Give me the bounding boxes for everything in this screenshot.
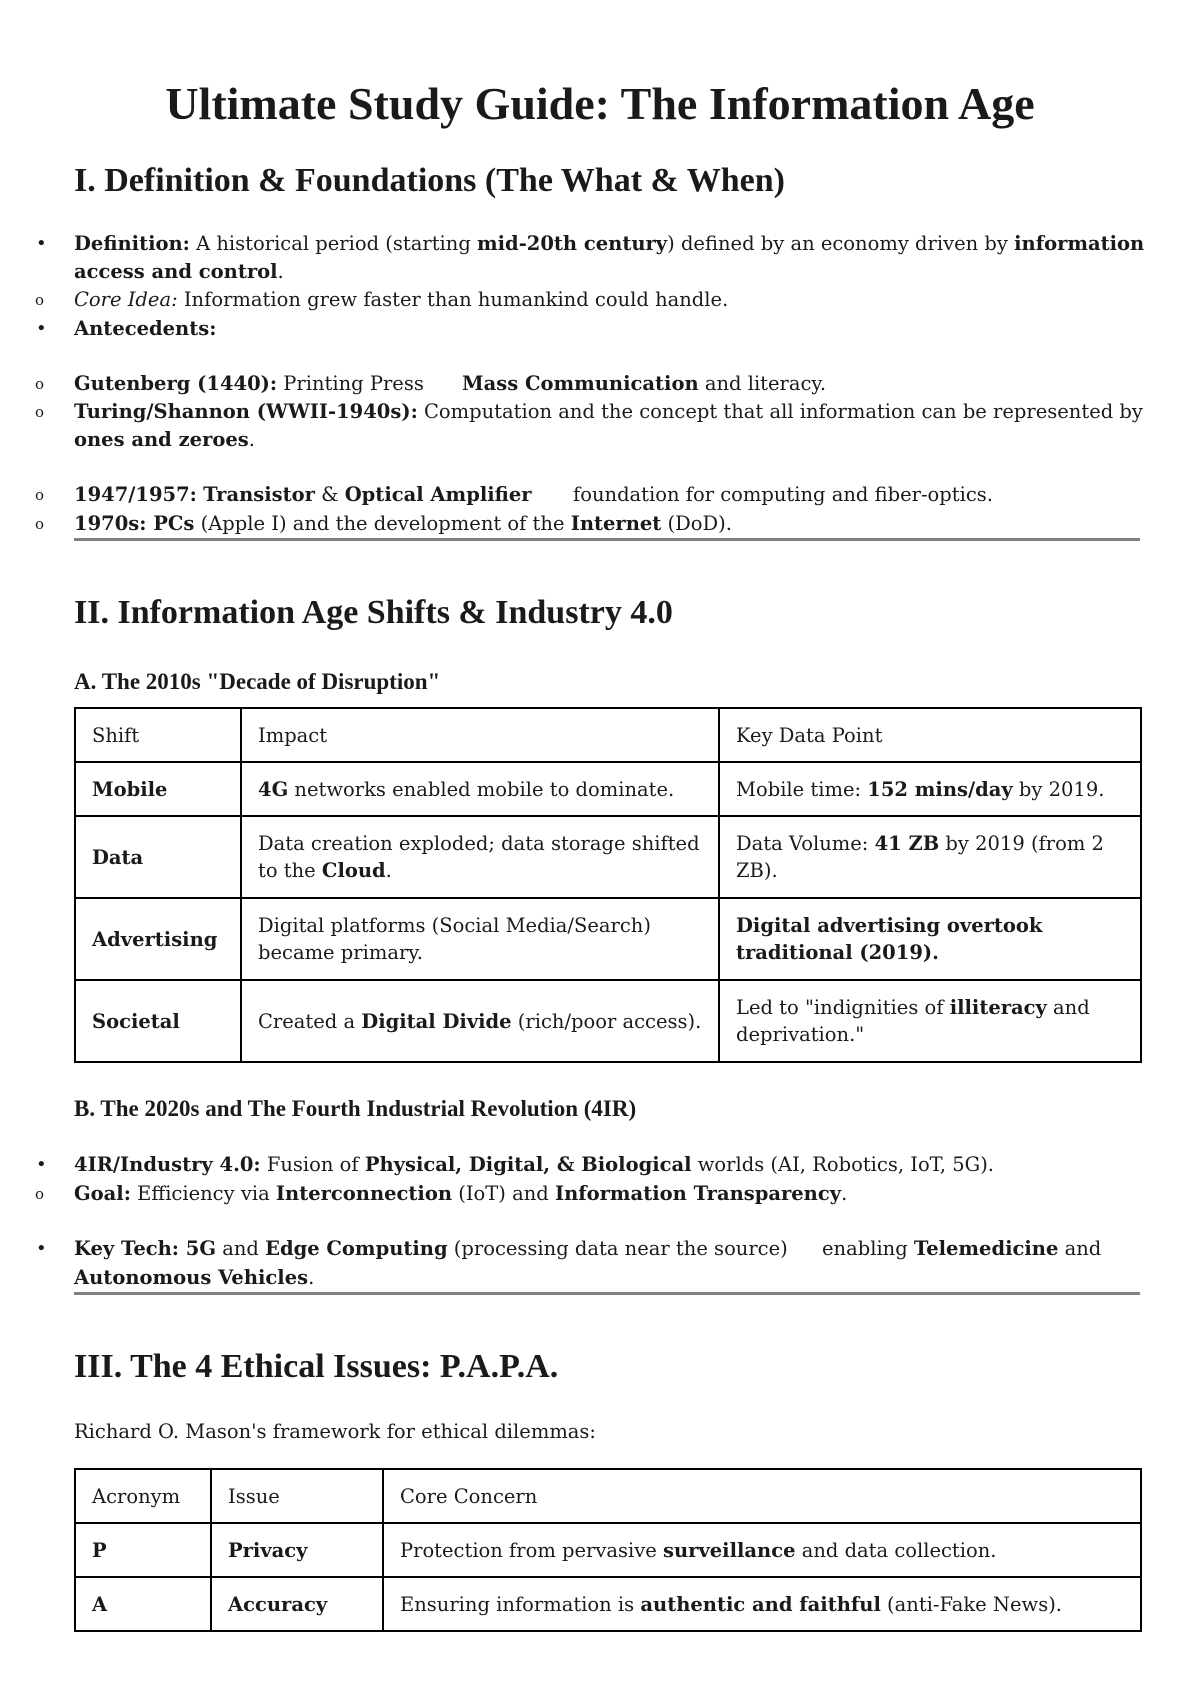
section-3-intro: Richard O. Mason's framework for ethical dilemmas: bbox=[74, 1420, 597, 1443]
transistor-line: 1947/1957: Transistor & Optical Amplifier bbox=[74, 483, 532, 506]
keytech-line-1: Key Tech: 5G and Edge Computing (processing data near the source) bbox=[74, 1237, 788, 1260]
table-row bbox=[75, 762, 1141, 816]
goal-line: Goal: Efficiency via Interconnection (IoT) and Information Transparency. bbox=[74, 1182, 848, 1205]
key-data-cell: Data Volume: 41 ZB by 2019 (from 2 ZB). bbox=[719, 816, 1141, 898]
shift-cell: Data bbox=[75, 816, 241, 898]
sub-bullet-circle-icon: o bbox=[35, 515, 45, 533]
key-data-cell: Digital advertising overtook traditional (2019). bbox=[719, 898, 1141, 980]
sub-bullet-circle-icon: o bbox=[35, 403, 45, 421]
impact-cell: Digital platforms (Social Media/Search) became primary. bbox=[241, 898, 719, 980]
turing-line-2: ones and zeroes. bbox=[74, 428, 255, 451]
ethics-table bbox=[74, 1468, 1142, 1632]
core-idea-line: Core Idea: Information grew faster than humankind could handle. bbox=[74, 288, 729, 311]
section-divider bbox=[74, 1292, 1140, 1295]
turing-line-1: Turing/Shannon (WWII-1940s): Computation and the concept that all information can be represented by bbox=[74, 400, 1143, 423]
bullet-dot-icon: • bbox=[36, 1154, 47, 1175]
sub-bullet-circle-icon: o bbox=[35, 291, 45, 309]
table-row bbox=[75, 1577, 1141, 1631]
keytech-line-2: Autonomous Vehicles. bbox=[74, 1266, 315, 1289]
acronym-cell: P bbox=[75, 1523, 211, 1577]
key-data-cell: Led to "indignities of illiteracy and deprivation." bbox=[719, 980, 1141, 1062]
shift-cell: Advertising bbox=[75, 898, 241, 980]
subsection-a-heading: A. The 2010s "Decade of Disruption" bbox=[74, 669, 441, 694]
section-3-heading: III. The 4 Ethical Issues: P.A.P.A. bbox=[74, 1348, 559, 1385]
transistor-line-result: foundation for computing and fiber-optics. bbox=[573, 483, 993, 506]
key-data-cell: Mobile time: 152 mins/day by 2019. bbox=[719, 762, 1141, 816]
document-title: Ultimate Study Guide: The Information Age bbox=[165, 78, 1035, 129]
bullet-dot-icon: • bbox=[36, 233, 47, 254]
bullet-dot-icon: • bbox=[36, 318, 47, 339]
shift-cell: Mobile bbox=[75, 762, 241, 816]
sub-bullet-circle-icon: o bbox=[35, 375, 45, 393]
impact-cell: Created a Digital Divide (rich/poor access). bbox=[241, 980, 719, 1062]
table-header-cell: Impact bbox=[241, 708, 719, 762]
section-2-heading: II. Information Age Shifts & Industry 4.0 bbox=[74, 594, 673, 631]
table-row bbox=[75, 898, 1141, 980]
table-header-cell: Key Data Point bbox=[719, 708, 1141, 762]
table-header-cell: Acronym bbox=[75, 1469, 211, 1523]
industry-line: 4IR/Industry 4.0: Fusion of Physical, Digital, & Biological worlds (AI, Robotics, IoT, 5G). bbox=[74, 1153, 995, 1176]
concern-cell: Protection from pervasive surveillance and data collection. bbox=[383, 1523, 1141, 1577]
table-header-row bbox=[75, 1469, 1141, 1523]
gutenberg-line-result: Mass Communication and literacy. bbox=[462, 372, 827, 395]
keytech-line-1-result: enabling Telemedicine and bbox=[822, 1237, 1102, 1260]
table-header-cell: Shift bbox=[75, 708, 241, 762]
bullet-dot-icon: • bbox=[36, 1238, 47, 1259]
section-1-heading: I. Definition & Foundations (The What & When) bbox=[74, 162, 785, 199]
concern-cell: Ensuring information is authentic and faithful (anti-Fake News). bbox=[383, 1577, 1141, 1631]
shift-cell: Societal bbox=[75, 980, 241, 1062]
definition-line-2: access and control. bbox=[74, 260, 284, 283]
impact-cell: 4G networks enabled mobile to dominate. bbox=[241, 762, 719, 816]
definition-line-1: Definition: A historical period (starting mid-20th century) defined by an economy driven by information bbox=[74, 232, 1145, 255]
antecedents-label: Antecedents: bbox=[74, 317, 217, 340]
impact-cell: Data creation exploded; data storage shifted to the Cloud. bbox=[241, 816, 719, 898]
table-header-cell: Issue bbox=[211, 1469, 383, 1523]
sub-bullet-circle-icon: o bbox=[35, 1185, 45, 1203]
gutenberg-line: Gutenberg (1440): Printing Press bbox=[74, 372, 424, 395]
section-divider bbox=[74, 538, 1140, 541]
issue-cell: Privacy bbox=[211, 1523, 383, 1577]
sub-bullet-circle-icon: o bbox=[35, 486, 45, 504]
table-header-cell: Core Concern bbox=[383, 1469, 1141, 1523]
subsection-b-heading: B. The 2020s and The Fourth Industrial Revolution (4IR) bbox=[74, 1096, 637, 1121]
issue-cell: Accuracy bbox=[211, 1577, 383, 1631]
acronym-cell: A bbox=[75, 1577, 211, 1631]
shifts-table bbox=[74, 707, 1142, 1063]
table-row bbox=[75, 980, 1141, 1062]
table-header-row bbox=[75, 708, 1141, 762]
table-row bbox=[75, 1523, 1141, 1577]
table-row bbox=[75, 816, 1141, 898]
pcs-line: 1970s: PCs (Apple I) and the development of the Internet (DoD). bbox=[74, 512, 732, 535]
